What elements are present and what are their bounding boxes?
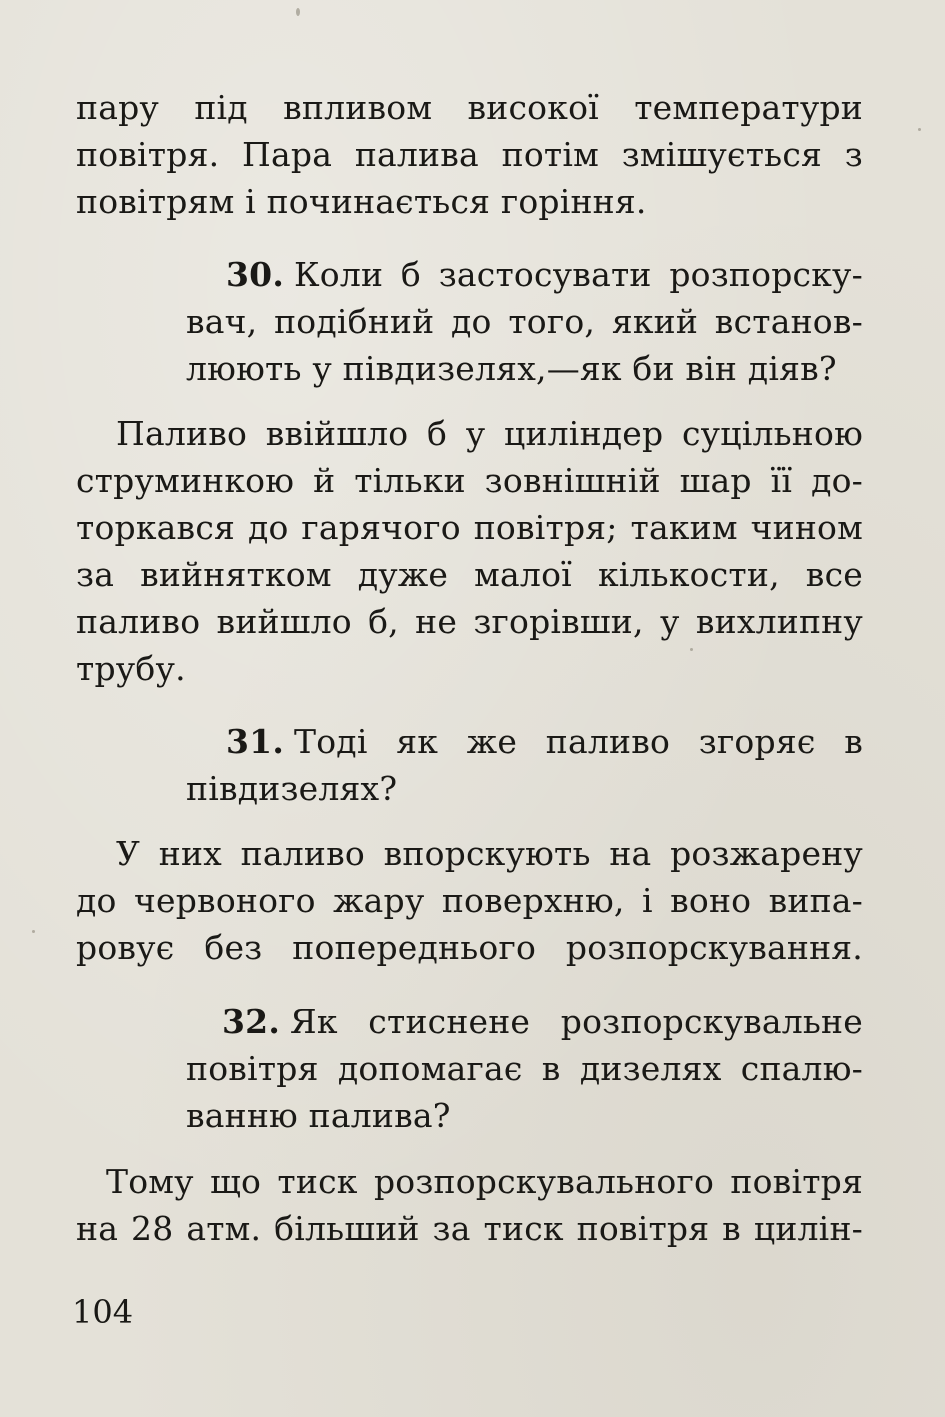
question-31-line: півдизелях? [186,769,398,808]
paper-speck [296,8,300,16]
answer-32-line: Тому що тиск розпорскувального повітря [106,1162,863,1201]
question-30-line: вач, подібний до того, який встанов- [186,302,863,341]
paper-speck [918,128,921,131]
answer-30-line: торкався до гарячого повітря; таким чином [76,508,863,547]
question-32-line: повітря допомагає в дизелях спалю- [186,1049,863,1088]
answer-30-line: трубу. [76,649,186,688]
answer-30-line: струминкою й тільки зовнішній шар її до- [76,461,863,500]
page-number: 104 [72,1293,134,1331]
question-32-line: ванню палива? [186,1096,451,1135]
answer-31-line: ровує без попереднього розпорскування. [76,928,863,967]
question-30-line: люють у півдизелях,—як би він діяв? [186,349,837,388]
paragraph-line: пару під впливом високої температури [76,88,863,127]
question-30-number: 30. [226,255,285,294]
answer-30-line: паливо вийшло б, не згорівши, у вихлипну [76,602,863,641]
answer-31-line: до червоного жару поверхню, і воно випа- [76,881,863,920]
question-31-line [226,720,863,764]
question-32-number: 32. [222,1002,281,1041]
answer-30-line: за вийнятком дуже малої кількости, все [76,555,863,594]
paragraph-line: повітря. Пара палива потім змішується з [76,135,863,174]
question-31-number: 31. [226,722,285,761]
paper-speck [690,648,693,651]
paragraph-line: повітрям і починається горіння. [76,182,647,221]
answer-30-line: Паливо ввійшло б у циліндер суцільною [116,414,863,453]
question-31-text: Тоді як же паливо згоряє в [294,722,863,761]
question-30-text: Коли б застосувати розпорску- [294,255,863,294]
question-32-text: Як стиснене розпорскувальне [290,1002,863,1041]
answer-32-line: на 28 атм. більший за тиск повітря в цилін- [76,1209,863,1248]
paper-speck [32,930,35,933]
answer-31-line: У них паливо впорскують на розжарену [116,834,863,873]
question-32-line [222,1000,863,1044]
question-30-line [226,253,863,297]
